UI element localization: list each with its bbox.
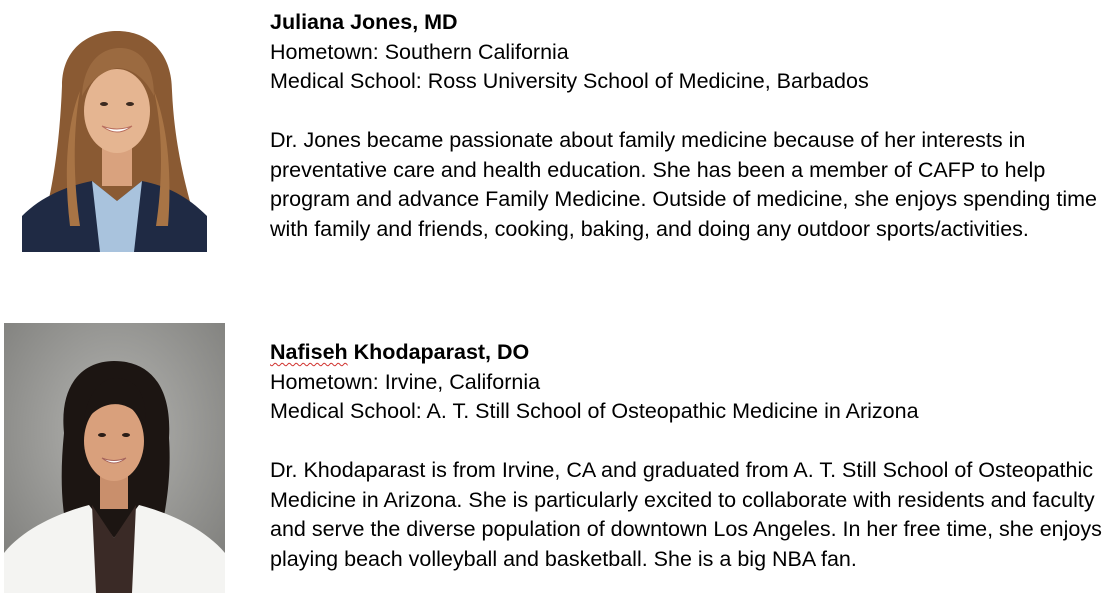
doctor-first-name: Nafiseh	[270, 340, 348, 364]
headshot-photo-khodaparast	[4, 323, 225, 593]
doctor-name	[270, 338, 1115, 368]
headshot-photo-jones	[22, 26, 207, 252]
profile-text-jones	[270, 8, 1115, 244]
doctor-name-rest: Khodaparast, DO	[347, 340, 530, 364]
hometown: Hometown: Southern California	[270, 39, 569, 64]
bio-paragraph: Dr. Khodaparast is from Irvine, CA and graduated from A. T. Still School of Osteopathic Medicine in Arizona. She is particularly excited to collaborate with residents and faculty and serve the diverse population of downtown Los Angeles. In her free time, she enjoys playing beach volleyball and basketball. She is a big NBA fan.	[270, 458, 1102, 571]
profile-card-jones	[0, 0, 1120, 300]
medical-school: Medical School: A. T. Still School of Osteopathic Medicine in Arizona	[270, 399, 919, 423]
hometown: Hometown: Irvine, California	[270, 369, 541, 394]
doctor-name	[270, 8, 1115, 38]
medical-school: Medical School: Ross University School of Medicine, Barbados	[270, 69, 869, 93]
doctor-first-name: Juliana	[270, 10, 345, 34]
doctor-name-rest: Jones, MD	[344, 10, 458, 34]
profile-text-khodaparast	[270, 338, 1115, 574]
bio-paragraph: Dr. Jones became passionate about family medicine because of her interests in preventative care and health education. She has been a member of CAFP to help program and advance Family Medicine. Outside of medicine, she enjoys spending time with family and friends, cooking, baking, and doing any outdoor sports/activities.	[270, 128, 1097, 241]
profile-card-khodaparast	[0, 318, 1120, 609]
